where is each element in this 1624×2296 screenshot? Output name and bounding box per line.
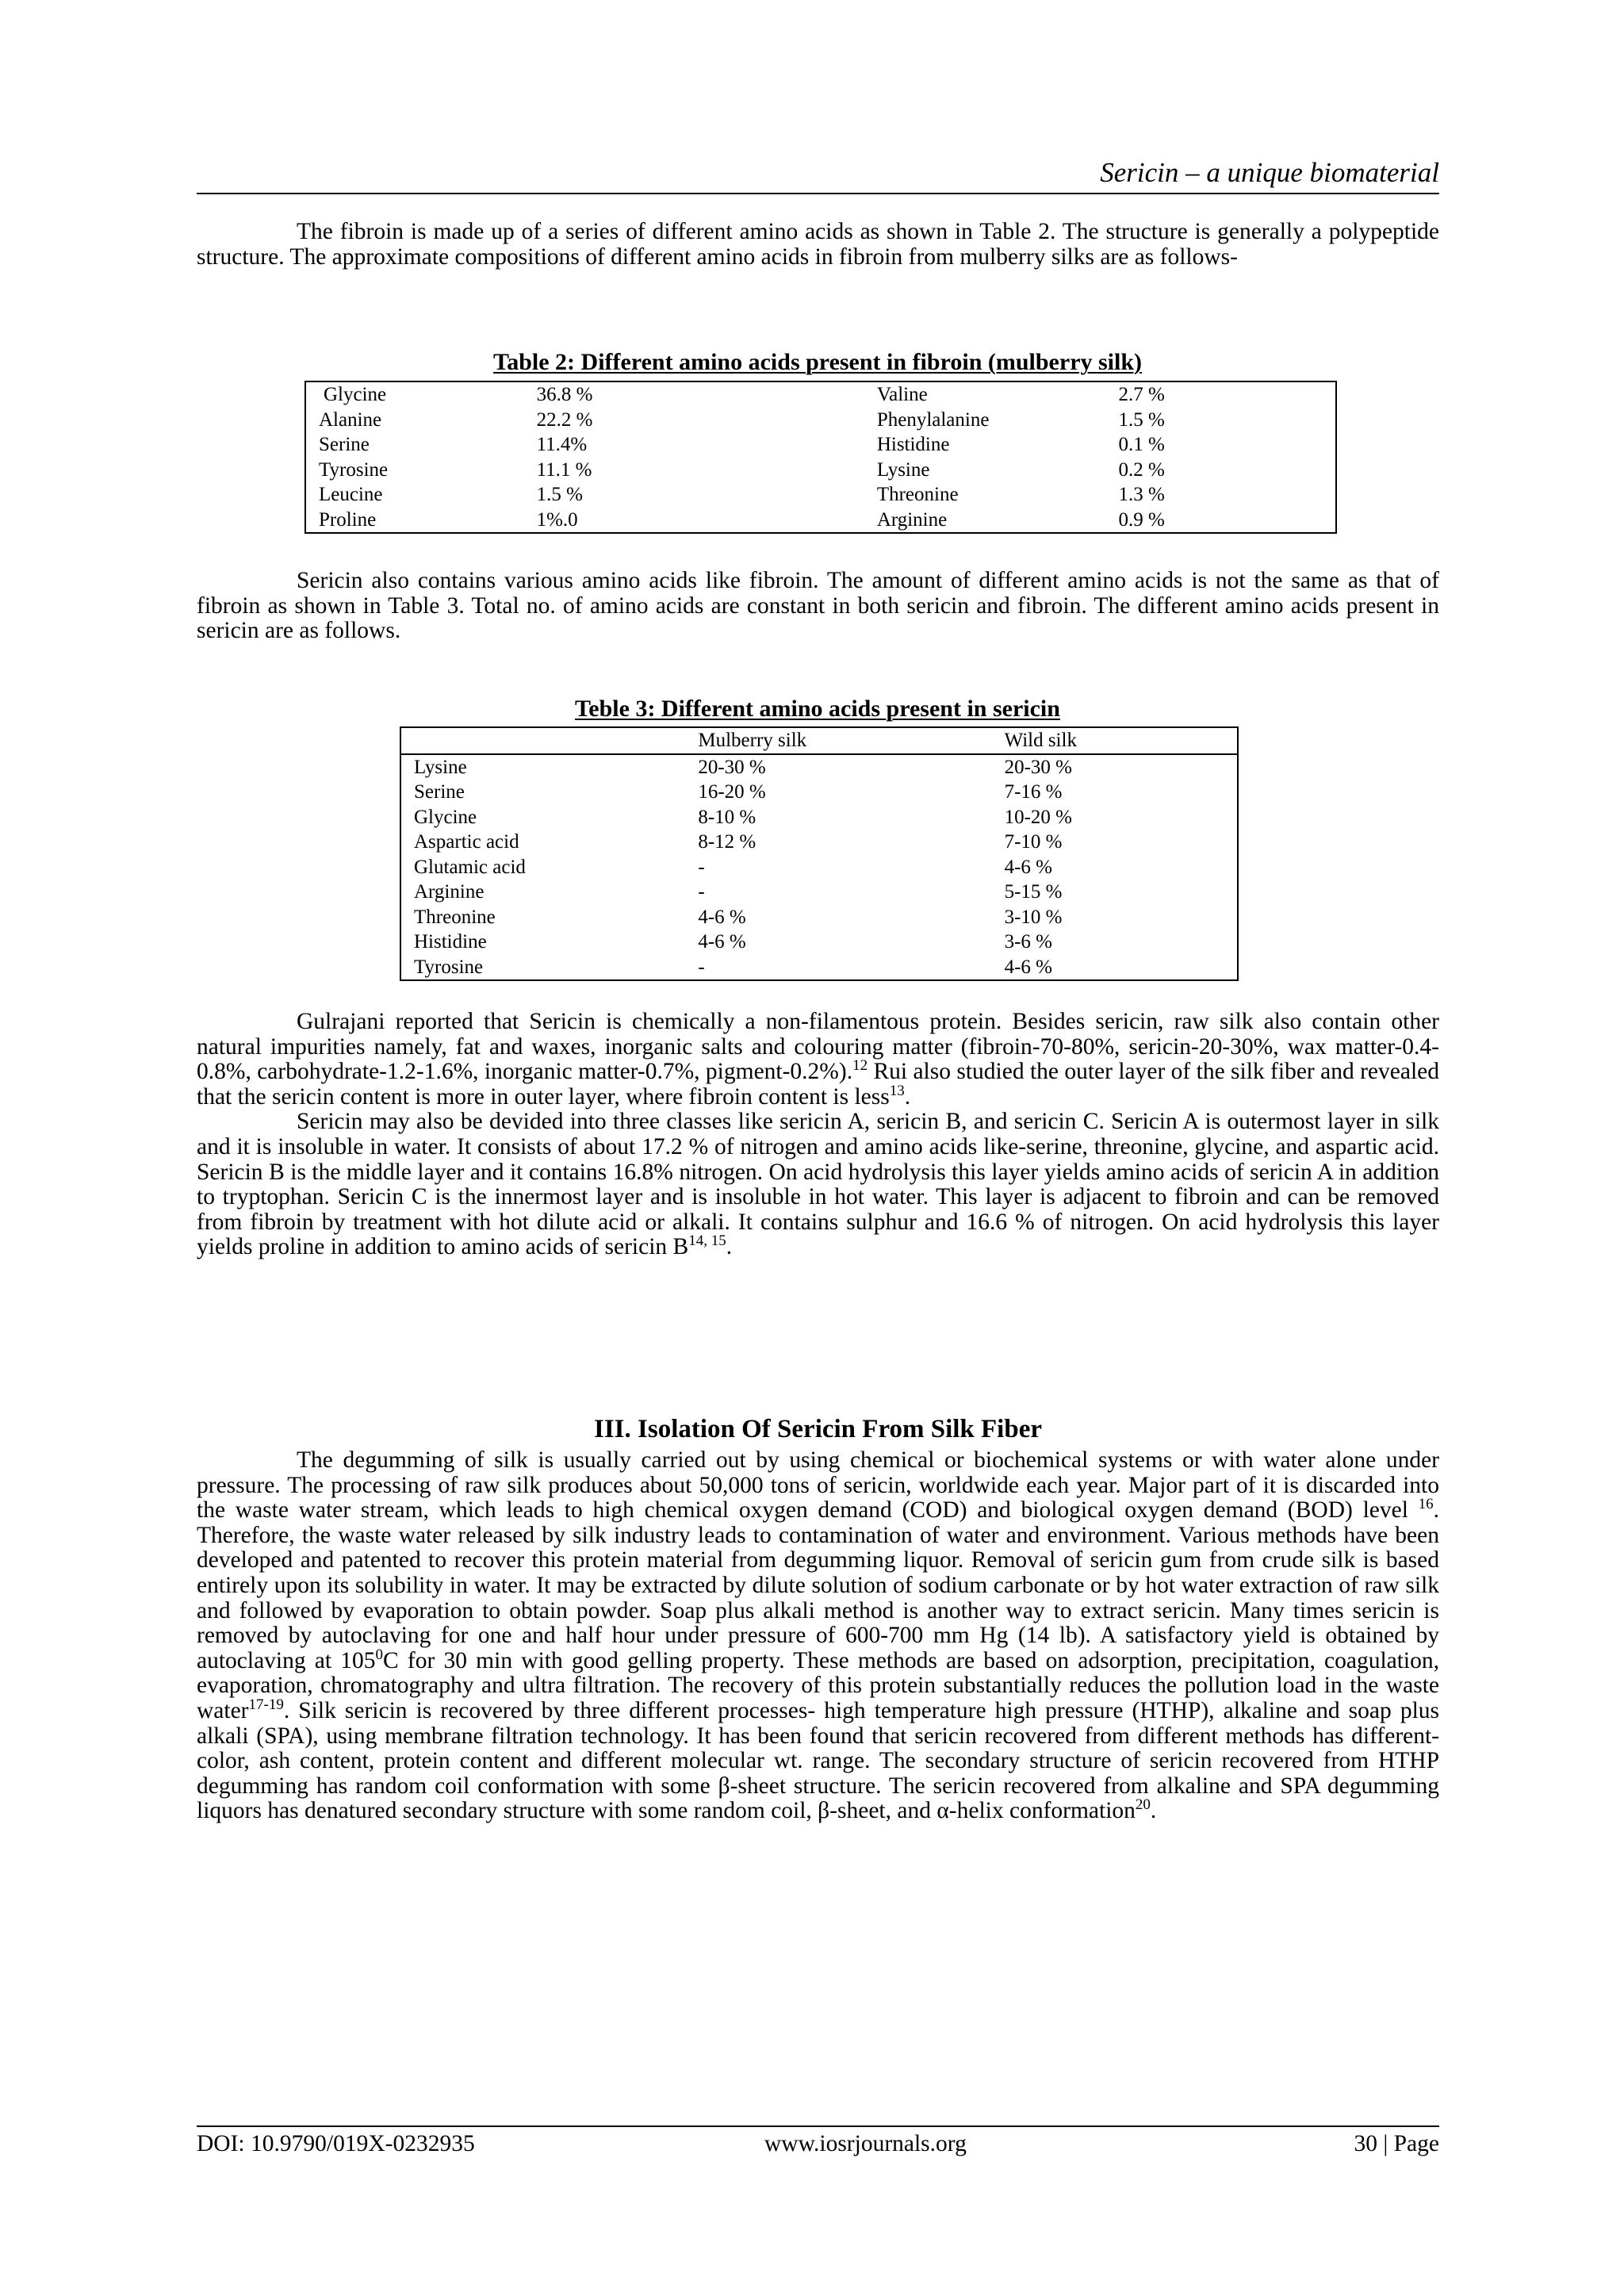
sericin-classes-paragraph [197, 1110, 1439, 1260]
table2-title-text: Table 2: Different amino acids present in fibroin (mulberry silk) [492, 349, 1143, 375]
amino-acid-cell: Glycine [414, 806, 477, 828]
table-row [305, 482, 1336, 508]
mulberry-silk-cell: 4-6 % [698, 931, 746, 953]
table-row [400, 754, 1238, 780]
percent-cell: 0.2 % [1118, 458, 1165, 481]
isolation-paragraph [197, 1448, 1439, 1824]
header-rule [197, 193, 1439, 194]
amino-acid-cell: Leucine [319, 484, 383, 505]
intro-paragraph-block [197, 220, 1439, 270]
amino-acid-cell: Arginine [414, 881, 485, 903]
classes-text-1: Sericin may also be devided into three classes like sericin A, sericin B, and sericin C. Sericin A is outermost layer in silk and it is insoluble in water. It consists of about 17.2 % of nitrogen and amino acids like-serine, threonine, glycine, and aspartic acid. Sericin B is the middle layer and it contains 16.8% nitrogen. On acid hydrolysis this layer yields amino acids of sericin A in addition to tryptophan. Sericin C is the innermost layer and is insoluble in hot water. This layer is adjacent to fibroin and can be removed from fibroin by treatment with hot dilute acid or alkali. It contains sulphur and 16.6 % of nitrogen. On acid hydrolysis this layer yields proline in addition to amino acids of sericin B [197, 1109, 1439, 1260]
mulberry-silk-cell: 16-20 % [698, 781, 766, 803]
percent-cell: 0.9 % [1118, 508, 1165, 531]
wild-silk-cell: 4-6 % [1004, 856, 1052, 878]
mulberry-silk-cell: 4-6 % [698, 906, 746, 928]
section3-block [197, 1448, 1439, 1824]
percent-cell: 1.3 % [1118, 484, 1165, 505]
percent-cell: 36.8 % [536, 384, 593, 405]
citation-14-15: 14, 15 [688, 1232, 726, 1250]
amino-acid-cell: Aspartic acid [414, 831, 519, 853]
amino-acid-cell: Phenylalanine [876, 408, 990, 431]
wild-silk-cell: 20-30 % [1004, 756, 1072, 778]
footer-page-number: 30 | Page [1354, 2131, 1439, 2156]
citation-13: 13 [889, 1082, 905, 1099]
isolation-text-3: C for 30 min with good gelling property. These methods are based on adsorption, precipitation, coagulation, evaporation, chromatography and ultra filtration. The recovery of this protein substantially reduces the pollution load in the waste water [197, 1647, 1440, 1723]
table-row [400, 930, 1238, 955]
isolation-text-5: . [1150, 1798, 1157, 1824]
mulberry-silk-cell: - [698, 856, 705, 878]
mulberry-silk-cell: 20-30 % [698, 756, 766, 778]
table-row [400, 830, 1238, 855]
gulrajani-text-3: . [904, 1083, 911, 1110]
sericin-properties-block [197, 1010, 1439, 1260]
table3-title [396, 696, 1239, 723]
table-row [400, 780, 1238, 805]
table-row [400, 805, 1238, 830]
table-row [305, 508, 1336, 534]
mulberry-silk-cell: - [698, 956, 705, 978]
gulrajani-text-2: Rui also studied the outer layer of the silk fiber and revealed that the sericin content is more in outer layer, where fibroin content is less [197, 1059, 1439, 1110]
intro-paragraph: The fibroin is made up of a series of different amino acids as shown in Table 2. The structure is generally a polypeptide structure. The approximate compositions of different amino acids in fibroin from mulberry silks are as follows- [197, 219, 1439, 270]
wild-silk-cell: 7-10 % [1004, 831, 1063, 853]
amino-acid-cell: Glutamic acid [414, 856, 526, 878]
amino-acid-cell: Tyrosine [414, 956, 484, 978]
table-row [305, 432, 1336, 458]
mulberry-silk-cell: - [698, 881, 705, 903]
mulberry-silk-cell: 8-12 % [698, 831, 756, 853]
table-row [305, 408, 1336, 433]
degree-superscript: 0 [375, 1646, 384, 1663]
isolation-text-2: . Therefore, the waste water released by silk industry leads to contamination of water and environment. Various methods have been developed and patented to recover this protein material from degumming liquor. Removal of sericin gum from crude silk is based entirely upon its solubility in water. It may be extracted by dilute solution of sodium carbonate or by hot water extraction of raw silk and followed by evaporation to obtain powder. Soap plus alkali method is another way to extract sericin. Many times sericin is removed by autoclaving for one and half hour under pressure of 600-700 mm Hg (14 lb). A satisfactory yield is obtained by autoclaving at 105 [197, 1497, 1439, 1673]
section-heading: III. Isolation Of Sericin From Silk Fiber [594, 1415, 1042, 1443]
column-header [400, 727, 695, 754]
classes-text-2: . [726, 1234, 733, 1260]
amino-acid-cell: Glycine [324, 384, 387, 405]
sericin-amino-paragraph: Sericin also contains various amino acids like fibroin. The amount of different amino acids is not the same as that of fibroin as shown in Table 3. Total no. of amino acids are constant in both sericin and fibroin. The different amino acids present in sericin are as follows. [197, 568, 1439, 644]
table-row [400, 880, 1238, 905]
wild-silk-cell: 10-20 % [1004, 806, 1072, 828]
percent-cell: 11.4% [536, 434, 588, 455]
amino-acid-cell: Serine [414, 781, 465, 803]
citation-16: 16 [1418, 1496, 1434, 1513]
amino-acid-cell: Lysine [876, 458, 930, 481]
table-row [400, 905, 1238, 930]
table2 [304, 381, 1337, 534]
wild-silk-cell: 3-6 % [1004, 931, 1052, 953]
amino-acid-cell: Arginine [876, 508, 948, 531]
footer-doi: DOI: 10.9790/019X-0232935 [197, 2131, 475, 2156]
table2-body [305, 381, 1336, 533]
table3-body [400, 727, 1238, 980]
table-row [400, 855, 1238, 880]
footer-rule [197, 2125, 1439, 2127]
sericin-amino-paragraph-block [197, 569, 1439, 644]
table3-title-text: Teble 3: Different amino acids present in sericin [575, 696, 1060, 722]
citation-20: 20 [1135, 1796, 1151, 1814]
wild-silk-cell: 5-15 % [1004, 881, 1063, 903]
citation-17-19: 17-19 [248, 1696, 284, 1713]
table-row [305, 458, 1336, 483]
amino-acid-cell: Threonine [876, 484, 959, 505]
table3 [400, 726, 1239, 981]
amino-acid-cell: Alanine [319, 408, 382, 431]
isolation-text-4: . Silk sericin is recovered by three different processes- high temperature high pressure (HTHP), alkaline and soap plus alkali (SPA), using membrane filtration technology. It has been found that sericin recovered from different methods has different-color, ash content, protein content and different molecular wt. range. The secondary structure of sericin recovered from HTHP degumming has random coil conformation with some β-sheet structure. The sericin recovered from alkaline and SPA degumming liquors has denatured secondary structure with some random coil, β-sheet, and α-helix conformation [197, 1697, 1439, 1824]
isolation-text-1: The degumming of silk is usually carried out by using chemical or biochemical systems or with water alone under pressure. The processing of raw silk produces about 50,000 tons of sericin, worldwide each year. Major part of it is discarded into the waste water stream, which leads to high chemical oxygen demand (COD) and biological oxygen demand (BOD) level [197, 1447, 1439, 1524]
gulrajani-text-1: Gulrajani reported that Sericin is chemically a non-filamentous protein. Besides sericin, raw silk also contain other natural impurities namely, fat and waxes, inorganic salts and colouring matter (fibroin-70-80%, sericin-20-30%, wax matter-0.4-0.8%, carbohydrate-1.2-1.6%, inorganic matter-0.7%, pigment-0.2%). [197, 1009, 1439, 1085]
percent-cell: 11.1 % [536, 458, 592, 481]
table-row [305, 381, 1336, 408]
amino-acid-cell: Tyrosine [319, 458, 389, 481]
mulberry-silk-cell: 8-10 % [698, 806, 756, 828]
table2-title [442, 349, 1193, 376]
wild-silk-cell: 7-16 % [1004, 781, 1063, 803]
amino-acid-cell: Proline [319, 508, 377, 531]
amino-acid-cell: Serine [319, 434, 370, 455]
percent-cell: 1.5 % [1118, 408, 1165, 431]
gulrajani-paragraph [197, 1010, 1439, 1110]
running-title: Sericin – a unique biomaterial [1100, 157, 1439, 188]
amino-acid-cell: Lysine [414, 756, 467, 778]
table-header-row [400, 727, 1238, 754]
amino-acid-cell: Histidine [876, 434, 950, 455]
percent-cell: 22.2 % [536, 408, 593, 431]
table-row [400, 955, 1238, 981]
citation-12: 12 [852, 1057, 868, 1075]
column-header: Wild silk [1002, 727, 1238, 754]
column-header: Mulberry silk [695, 727, 1001, 754]
wild-silk-cell: 3-10 % [1004, 906, 1063, 928]
percent-cell: 1%.0 [536, 508, 578, 531]
percent-cell: 2.7 % [1118, 384, 1165, 405]
percent-cell: 0.1 % [1118, 434, 1165, 455]
percent-cell: 1.5 % [536, 484, 583, 505]
amino-acid-cell: Histidine [414, 931, 487, 953]
wild-silk-cell: 4-6 % [1004, 956, 1052, 978]
amino-acid-cell: Valine [876, 384, 928, 405]
amino-acid-cell: Threonine [414, 906, 496, 928]
footer-website: www.iosrjournals.org [764, 2131, 967, 2156]
